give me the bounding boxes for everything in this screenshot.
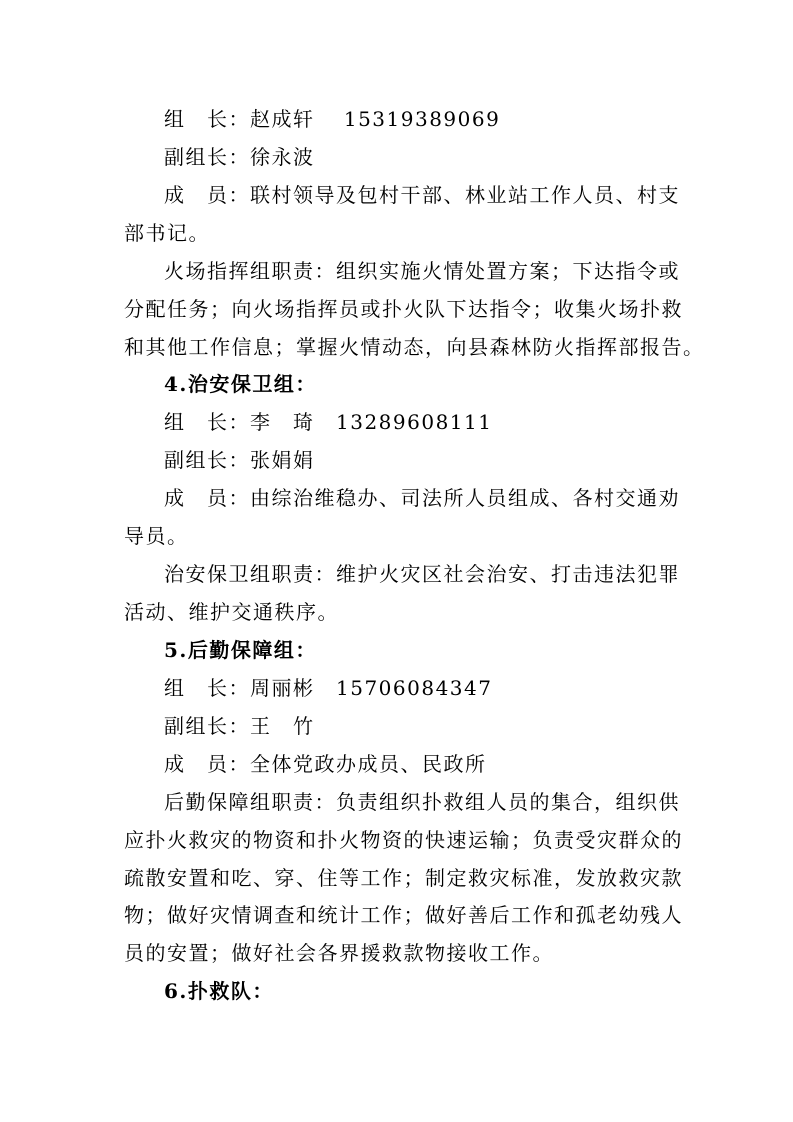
duty-paragraph-line: 员的安置；做好社会各界援救款物接收工作。 [124,941,554,965]
section-heading: 4.治安保卫组： [164,372,317,396]
members-line: 成 员：全体党政办成员、民政所 [164,752,487,776]
deputy-leader-line: 副组长：王 竹 [164,714,315,738]
deputy-leader-line: 副组长：张娟娟 [164,448,315,472]
members-line: 成 员：由综治维稳办、司法所人员组成、各村交通劝 [164,486,680,510]
duty-paragraph-line: 活动、维护交通秩序。 [124,600,339,624]
members-line-cont: 导员。 [124,524,189,548]
team-leader-line: 组 长：李 琦 13289608111 [164,410,493,434]
team-leader-line: 组 长：周丽彬 15706084347 [164,676,493,700]
deputy-leader-line: 副组长：徐永波 [164,145,315,169]
duty-paragraph-line: 应扑火救灾的物资和扑火物资的快速运输；负责受灾群众的 [124,828,683,852]
duty-paragraph-line: 分配任务；向火场指挥员或扑火队下达指令；收集火场扑救 [124,297,683,321]
section-heading: 5.后勤保障组： [164,638,317,662]
duty-paragraph-line: 火场指挥组职责：组织实施火情处置方案；下达指令或 [164,259,680,283]
members-line: 成 员：联村领导及包村干部、林业站工作人员、村支 [164,183,680,207]
duty-paragraph-line: 疏散安置和吃、穿、住等工作；制定救灾标准，发放救灾款 [124,866,683,890]
duty-paragraph-line: 治安保卫组职责：维护火灾区社会治安、打击违法犯罪 [164,562,680,586]
section-heading: 6.扑救队： [164,979,274,1003]
team-leader-line: 组 长：赵成轩 15319389069 [164,107,501,131]
duty-paragraph-line: 物；做好灾情调查和统计工作；做好善后工作和孤老幼残人 [124,903,683,927]
members-line-cont: 部书记。 [124,221,210,245]
duty-paragraph-line: 和其他工作信息；掌握火情动态，向县森林防火指挥部报告。 [124,335,705,359]
duty-paragraph-line: 后勤保障组职责：负责组织扑救组人员的集合，组织供 [164,790,680,814]
